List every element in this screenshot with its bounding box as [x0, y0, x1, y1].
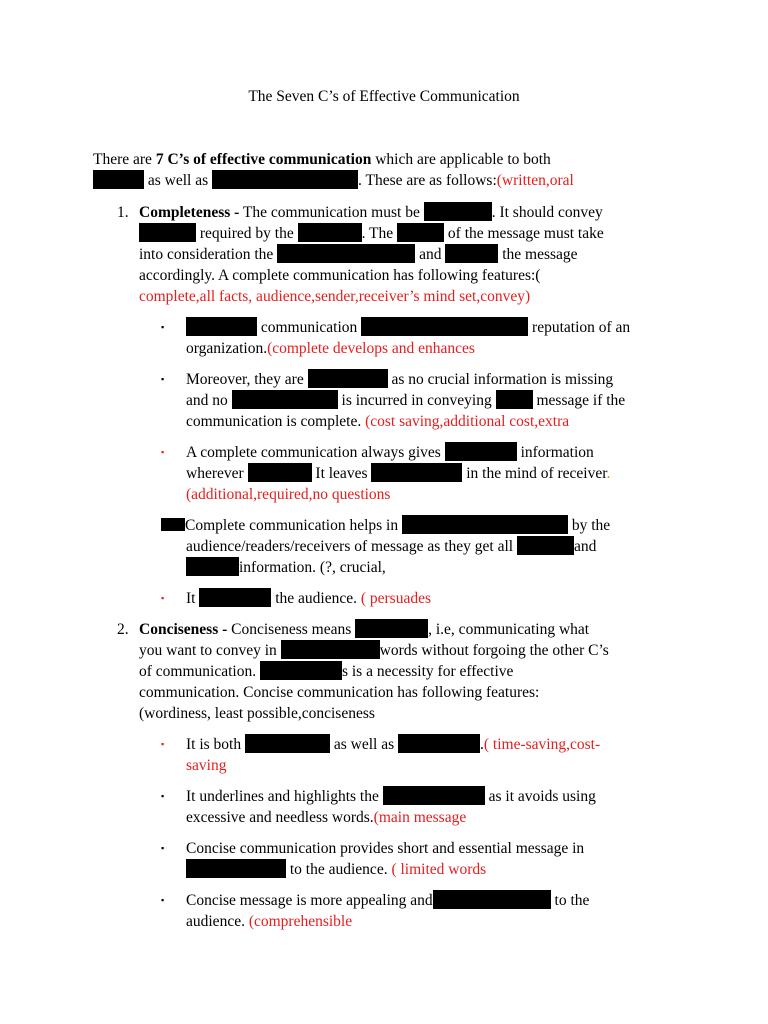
s2-b4-line-1: Concise message is more appealing and to the	[186, 892, 590, 909]
redaction-block	[161, 518, 185, 531]
s1-b2-line-3: communication is complete. (cost saving,additional cost,extra	[186, 413, 570, 430]
redaction-block	[355, 619, 428, 638]
redaction-block	[186, 859, 286, 878]
s1-b3-line-1: A complete communication always gives information	[186, 444, 594, 461]
s2-b1-line-2: saving	[186, 757, 227, 774]
s2-b3-line-1: Concise communication provides short and essential message in	[186, 840, 585, 857]
list-number: 2.	[117, 621, 129, 638]
s2-line-1: Conciseness - Conciseness means , i.e, communicating what	[139, 621, 590, 638]
s1-line-4: accordingly. A complete communication has following features:(	[139, 267, 541, 284]
s1-b2-line-1: Moreover, they are as no crucial information is missing	[186, 371, 614, 388]
square-bullet-icon: ▪	[161, 895, 165, 905]
redaction-block	[433, 890, 551, 909]
redaction-block	[361, 317, 528, 336]
s1-b3-line-2: wherever It leaves in the mind of receiver.	[186, 465, 611, 482]
s2-line-5: (wordiness, least possible,conciseness	[139, 705, 375, 722]
redaction-block	[517, 536, 574, 555]
s1-line-3: into consideration the and the message	[139, 246, 578, 263]
redaction-block	[186, 557, 239, 576]
square-bullet-icon: ▪	[161, 322, 165, 332]
s2-line-2: you want to convey in words without forgoing the other C’s	[139, 642, 609, 659]
square-bullet-icon: ▪	[161, 593, 165, 603]
square-bullet-icon: ▪	[161, 791, 165, 801]
intro-line-1: There are 7 C’s of effective communication which are applicable to both	[93, 151, 551, 168]
redaction-block	[281, 640, 380, 659]
s1-b3-answers: (additional,required,no questions	[186, 486, 391, 503]
redaction-block	[496, 390, 533, 409]
redaction-block	[424, 202, 492, 221]
s2-b1-line-1: It is both as well as .( time-saving,cost-	[186, 736, 601, 753]
redaction-block	[212, 170, 358, 189]
s2-b2-line-1: It underlines and highlights the as it avoids using	[186, 788, 596, 805]
redaction-block	[298, 223, 362, 242]
s1-line-2: required by the . The of the message must take	[139, 223, 604, 244]
redaction-block	[371, 463, 462, 482]
square-bullet-icon: ▪	[161, 843, 165, 853]
s1-b1-line-2: organization.(complete develops and enhances	[186, 340, 475, 357]
redaction-block	[186, 317, 257, 336]
redaction-block	[277, 244, 415, 263]
s1-b1-line-1: communication reputation of an	[186, 317, 630, 338]
s2-b3-line-2: to the audience. ( limited words	[186, 859, 486, 880]
s1-b2-line-2: and no is incurred in conveying message if the	[186, 392, 626, 409]
s1-answers: complete,all facts, audience,sender,receiver’s mind set,convey)	[139, 288, 531, 305]
intro-line-2: as well as . These are as follows:(written,oral	[93, 170, 574, 191]
redaction-block	[445, 442, 517, 461]
s1-line-1: Completeness - The communication must be . It should convey	[139, 204, 603, 221]
s2-line-4: communication. Concise communication has following features:	[139, 684, 540, 701]
s1-b4-line-2: audience/readers/receivers of message as they get all and	[186, 538, 597, 555]
document-title: The Seven C’s of Effective Communication	[248, 88, 520, 105]
s2-b4-line-2: audience. (comprehensible	[186, 913, 353, 930]
list-number: 1.	[117, 204, 129, 221]
redaction-block	[93, 170, 144, 189]
redaction-block	[248, 463, 312, 482]
square-bullet-icon: ▪	[161, 447, 165, 457]
s1-b4-line-3: information. (?, crucial,	[186, 557, 386, 578]
redaction-block	[260, 661, 342, 680]
s1-b5-line-1: It the audience. ( persuades	[186, 590, 432, 607]
redaction-block	[398, 734, 480, 753]
redaction-block	[199, 588, 271, 607]
redaction-block	[402, 515, 568, 534]
redaction-block	[232, 390, 338, 409]
square-bullet-icon: ▪	[161, 374, 165, 384]
redaction-block	[308, 369, 388, 388]
square-bullet-icon: ▪	[161, 739, 165, 749]
redaction-block	[139, 223, 196, 242]
redaction-block	[397, 223, 444, 242]
redaction-block	[445, 244, 498, 263]
redaction-block	[245, 734, 330, 753]
redaction-block	[383, 786, 485, 805]
s2-line-3: of communication. s is a necessity for effective	[139, 663, 514, 680]
s1-b4-line-1: Complete communication helps in by the	[161, 515, 610, 536]
s2-b2-line-2: excessive and needless words.(main message	[186, 809, 467, 826]
